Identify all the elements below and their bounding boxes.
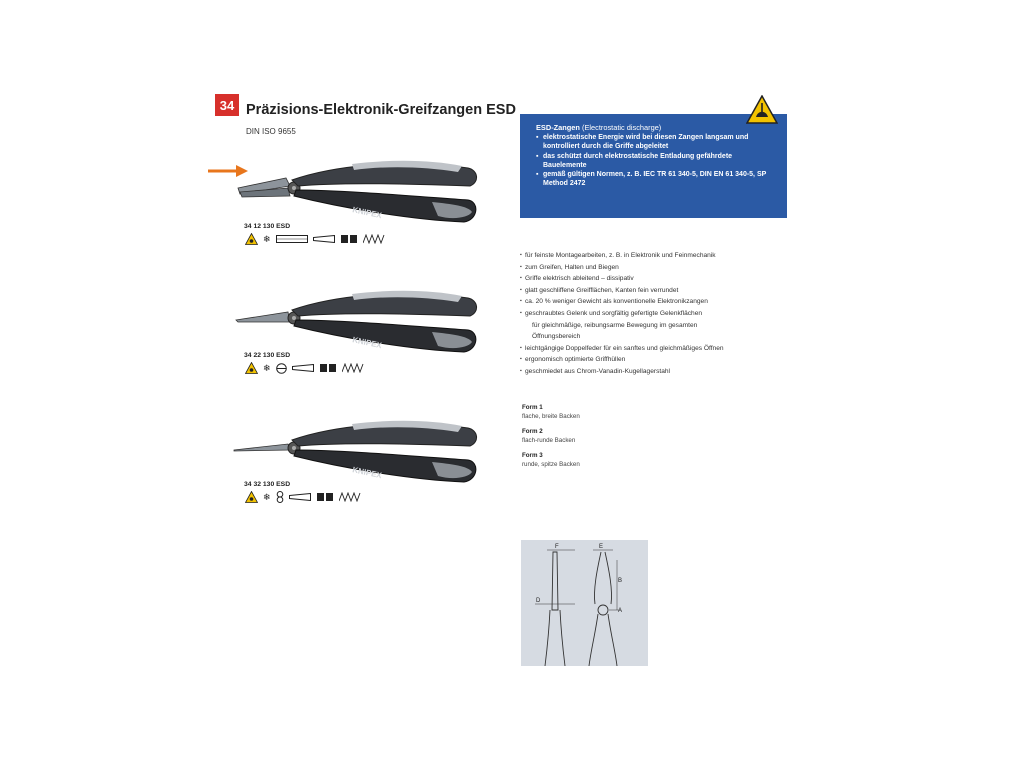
feature-item: ▪ geschmiedet aus Chrom-Vanadin-Kugellagerstahl (520, 366, 790, 378)
dim-label-b: B (618, 578, 623, 584)
feature-item: ▪ leichtgängige Doppelfeder für ein sanftes und gleichmäßiges Öffnen (520, 343, 790, 355)
dim-label-e: E (599, 544, 604, 550)
esd-heading-bold: ESD-Zangen (536, 123, 580, 132)
taper-icon (313, 235, 335, 243)
icon-row-2 (245, 362, 364, 374)
pliers-image-2 (232, 280, 482, 362)
feature-list (520, 250, 790, 378)
dim-label-f: F (555, 544, 559, 550)
esd-warning-icon (245, 233, 258, 245)
page-title: Präzisions-Elektronik-Greifzangen ESD (246, 102, 516, 118)
form-entry (522, 403, 580, 421)
form-description: flache, breite Backen (522, 413, 580, 420)
esd-warning-icon (245, 491, 258, 503)
form-name: Form 1 (522, 404, 543, 411)
taper-icon (292, 364, 314, 372)
brand-label: KNIPEX (351, 205, 383, 221)
form-name: Form 2 (522, 428, 543, 435)
snowflake-icon: ❄ (263, 363, 271, 373)
dim-label-d: D (536, 598, 541, 604)
feature-item: ▪ für feinste Montagearbeiten, z. B. in Elektronik und Feinmechanik (520, 250, 790, 262)
feature-continuation: für gleichmäßige, reibungsarme Bewegung im gesamten (532, 321, 698, 329)
round-tip-icon (276, 491, 284, 503)
dimension-diagram (521, 540, 648, 666)
esd-list-item: ▪ gemäß gültigen Normen, z. B. IEC TR 61 340-5, DIN EN 61 340-5, SP Method 2472 (536, 170, 777, 188)
article-number-1: 34 12 130 ESD (244, 223, 291, 230)
brand-label: KNIPEX (351, 335, 383, 351)
feature-item: ▪ geschraubtes Gelenk und sorgfältig gefertigte Gelenkflächen (520, 308, 790, 320)
flat-jaw-icon (276, 235, 308, 243)
esd-list (536, 133, 777, 188)
half-round-icon (276, 363, 287, 374)
form-entry (522, 427, 580, 445)
pliers-image-3 (232, 410, 482, 492)
esd-warning-icon (746, 95, 778, 124)
spring-icon (316, 492, 334, 502)
article-number-2: 34 22 130 ESD (244, 352, 291, 359)
esd-heading (536, 123, 777, 132)
brand-label: KNIPEX (351, 465, 383, 481)
forms-legend (522, 403, 580, 475)
standard-label: DIN ISO 9655 (246, 127, 296, 136)
feature-item: ▪ zum Greifen, Halten und Biegen (520, 262, 790, 274)
icon-row-1 (245, 233, 385, 245)
feature-item: ▪ ergonomisch optimierte Griffhüllen (520, 354, 790, 366)
form-description: flach-runde Backen (522, 437, 576, 444)
spring-icon (319, 363, 337, 373)
page-number-badge: 34 (215, 94, 239, 116)
form-description: runde, spitze Backen (522, 461, 580, 468)
snowflake-icon: ❄ (263, 234, 271, 244)
pliers-image-1 (232, 150, 482, 232)
zigzag-icon (342, 363, 364, 373)
feature-continuation: Öffnungsbereich (532, 333, 581, 341)
taper-icon (289, 493, 311, 501)
zigzag-icon (363, 234, 385, 244)
spring-icon (340, 234, 358, 244)
feature-item: ▪ Griffe elektrisch ableitend – dissipativ (520, 273, 790, 285)
dim-label-a: A (618, 608, 623, 614)
esd-list-item: ▪ elektrostatische Energie wird bei diesen Zangen langsam und kontrolliert durch die Griffe abgeleitet (536, 133, 777, 151)
esd-heading-rest: (Electrostatic discharge) (579, 123, 662, 132)
zigzag-icon (339, 492, 361, 502)
esd-info-box (520, 114, 787, 218)
icon-row-3 (245, 491, 361, 503)
esd-warning-icon (245, 362, 258, 374)
esd-list-item: ▪ das schützt durch elektrostatische Entladung gefährdete Bauelemente (536, 152, 777, 170)
form-entry (522, 451, 580, 469)
feature-item: ▪ ca. 20 % weniger Gewicht als konventionelle Elektronikzangen (520, 296, 790, 308)
feature-item: ▪ glatt geschliffene Greifflächen, Kanten fein verrundet (520, 285, 790, 297)
article-number-3: 34 32 130 ESD (244, 481, 291, 488)
form-name: Form 3 (522, 452, 543, 459)
snowflake-icon: ❄ (263, 492, 271, 502)
